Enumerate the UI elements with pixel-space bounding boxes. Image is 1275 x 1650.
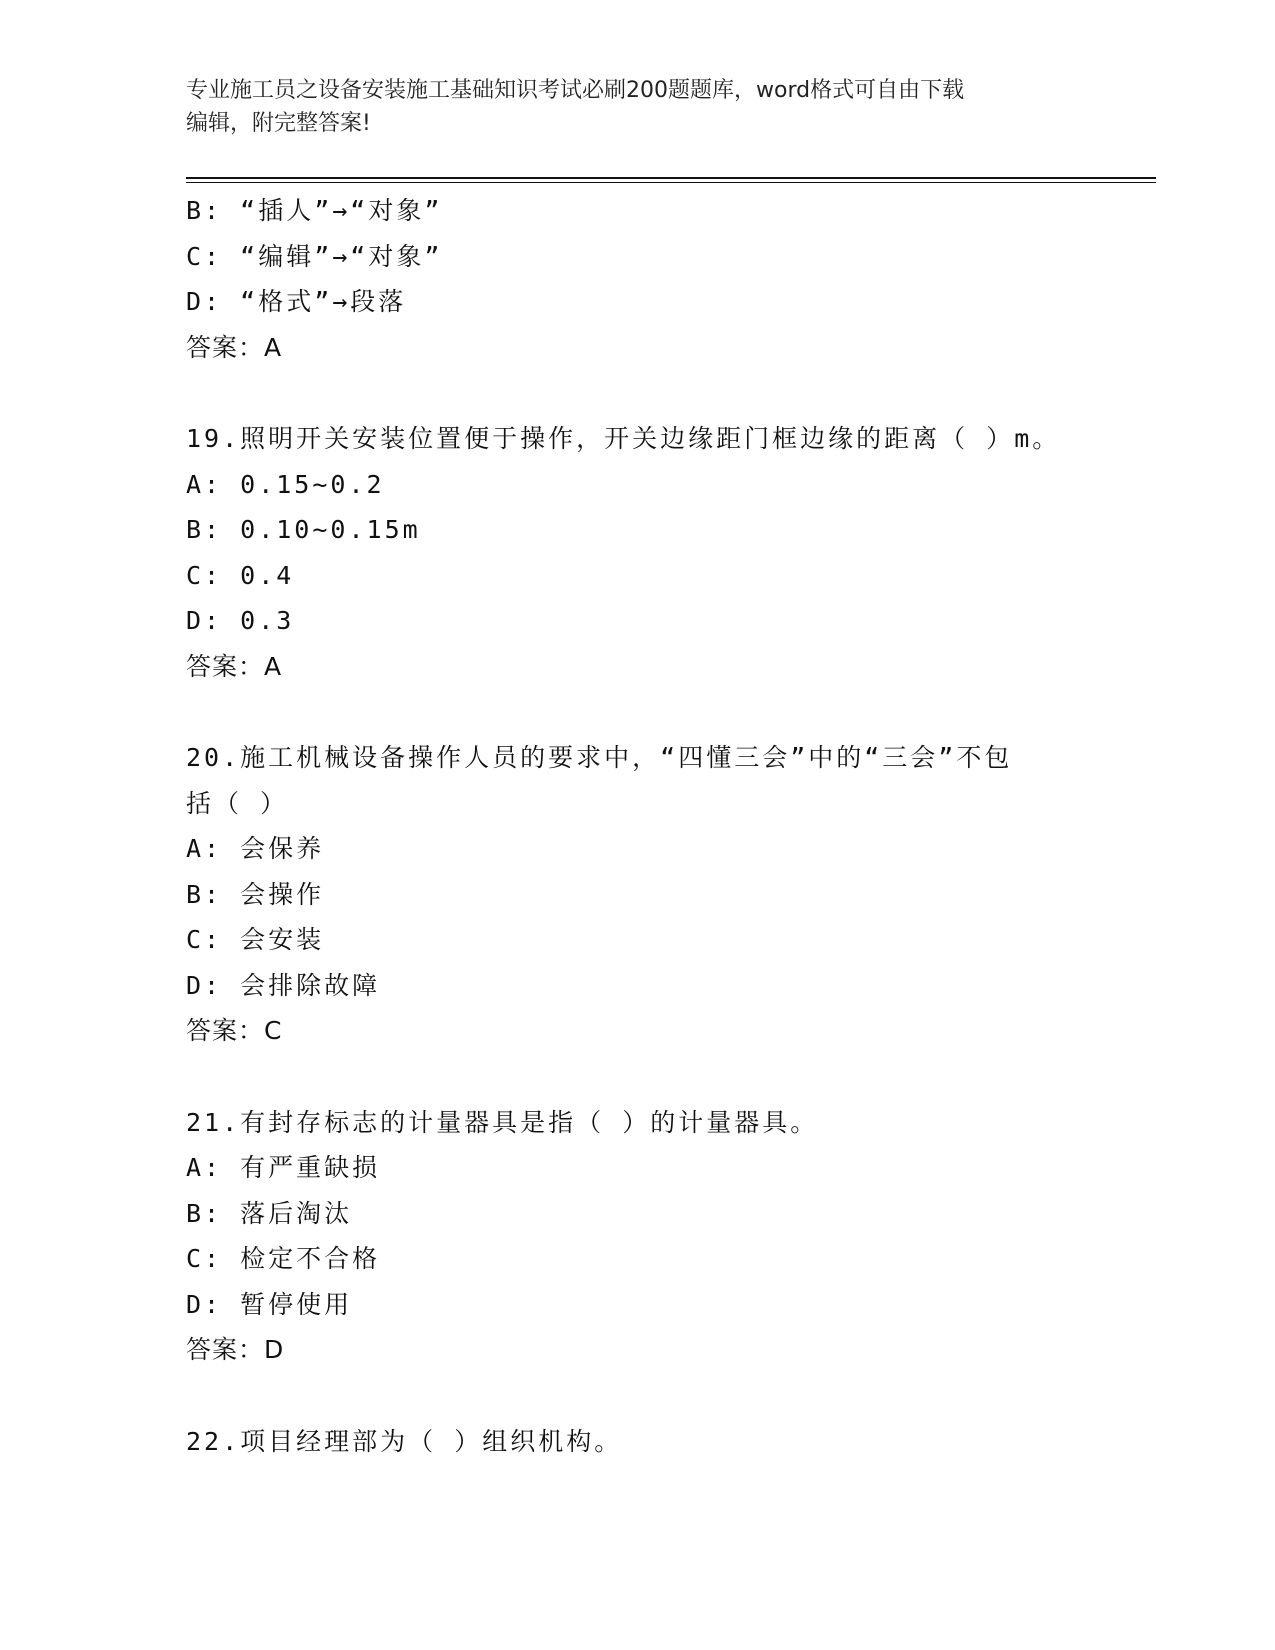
question-text-line1: 20.施工机械设备操作人员的要求中，“四懂三会”中的“三会”不包: [186, 743, 1013, 772]
question-text: 19.照明开关安装位置便于操作，开关边缘距门框边缘的距离（ ）m。: [186, 424, 1061, 453]
option-c: C: “编辑”→“对象”: [186, 241, 443, 271]
header-title-line2: 编辑，附完整答案!: [186, 111, 371, 136]
question-22: [186, 1419, 1146, 1465]
option-b: B: 落后淘汰: [186, 1198, 353, 1228]
question-text-line2: 括（ ）: [186, 788, 289, 818]
question-text: 22.项目经理部为（ ）组织机构。: [186, 1426, 623, 1456]
header-rule-thin: [186, 182, 1156, 183]
option-b: B: 会操作: [186, 879, 325, 909]
question-21: [186, 1100, 1146, 1373]
option-b: B: 0.10~0.15m: [186, 515, 421, 544]
question-20: [186, 735, 1146, 1054]
option-a: A: 有严重缺损: [186, 1153, 381, 1182]
answer: 答案：A: [186, 651, 283, 681]
header-rule-thick: [186, 177, 1156, 179]
answer: 答案：C: [186, 1016, 283, 1045]
option-d: D: 0.3: [186, 606, 295, 635]
question-list: [186, 188, 1146, 1464]
option-a: A: 会保养: [186, 834, 325, 863]
option-b: B: “插人”→“对象”: [186, 196, 443, 225]
answer: 答案：D: [186, 1335, 285, 1364]
answer: 答案：A: [186, 332, 283, 362]
option-c: C: 检定不合格: [186, 1244, 381, 1273]
header-title-line1: 专业施工员之设备安装施工基础知识考试必刷200题题库，word格式可自由下载: [186, 78, 965, 103]
option-d: D: “格式”→段落: [186, 287, 407, 316]
option-d: D: 暂停使用: [186, 1289, 353, 1319]
question-19: [186, 416, 1146, 689]
page-header: [186, 74, 1086, 140]
option-c: C: 0.4: [186, 560, 295, 590]
option-c: C: 会安装: [186, 925, 325, 954]
option-d: D: 会排除故障: [186, 970, 381, 1000]
question-18-continued: [186, 188, 1146, 370]
question-text: 21.有封存标志的计量器具是指（ ）的计量器具。: [186, 1107, 819, 1137]
option-a: A: 0.15~0.2: [186, 469, 385, 499]
